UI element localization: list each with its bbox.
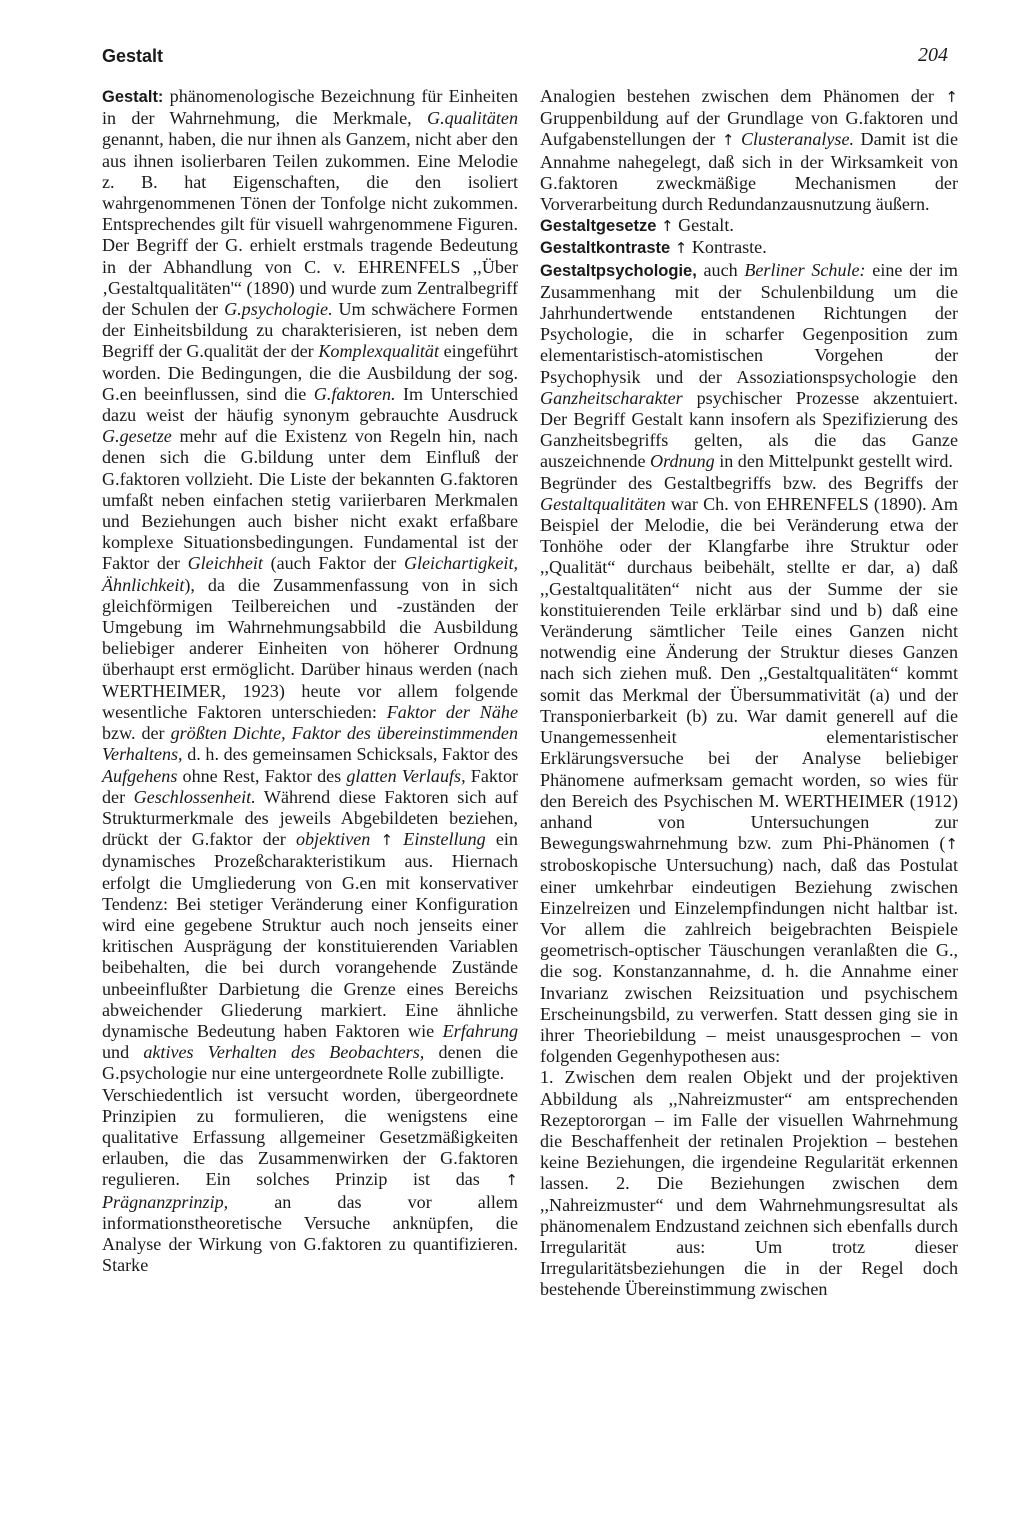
entry-gestaltpsychologie xyxy=(540,260,958,473)
text: eine der im Zusammenhang mit der Schulenbildung um die Jahrhundertwende entstandenen Richtungen der Psychologie, die in scharfer Gegenposition zum elementaristisch-atomistischen Vorgehen der Psychophysik und der Assoziationspsychologie den xyxy=(540,259,959,387)
term: Geschlossenheit. xyxy=(133,786,256,807)
term: objektiven xyxy=(295,829,371,850)
term: Ordnung xyxy=(650,451,715,472)
text: Im Unterschied dazu weist der häufig synonym gebrauchte Ausdruck xyxy=(102,383,518,426)
lemma: Gestaltpsychologie, xyxy=(540,261,697,280)
cross-reference-arrow-icon: ↑ xyxy=(505,1171,518,1190)
term: Gestaltqualitäten xyxy=(540,493,666,514)
left-column xyxy=(102,86,518,1276)
lemma: Gestalt: xyxy=(102,88,164,106)
text: auch xyxy=(696,259,745,280)
text: ohne Rest, Faktor des xyxy=(177,765,347,786)
lemma: Gestaltkontraste xyxy=(540,239,671,258)
text: mehr auf die Existenz von Regeln hin, nach denen sich die G.bildung unter dem Einfluß der G.faktoren vollzieht. Die Liste der bekannten G.faktoren umfaßt neben einfachen stetig variierbaren Merkmalen und Beziehungen auch bisher nicht exakt erfaßbare komplexe Situationsbedingungen. Fundamental ist der Faktor der xyxy=(102,426,518,574)
term: Erfahrung xyxy=(442,1020,518,1041)
term: größten Dichte, Faktor des übereinstimmenden Verhaltens, xyxy=(102,723,518,765)
term: G.psychologie. xyxy=(224,299,333,320)
text: denen die G.psychologie nur eine untergeordnete Rolle zubilligte. xyxy=(102,1042,518,1084)
paragraph xyxy=(540,86,958,215)
term: Berliner Schule: xyxy=(744,259,866,280)
term: Prägnanzprinzip, xyxy=(102,1191,229,1212)
entry-gestaltgesetze xyxy=(540,215,958,237)
term: G.qualitäten xyxy=(427,108,518,129)
text: ein dynamisches Prozeßcharakteristikum aus. Hiernach erfolgt die Umgliederung von G.en mit konservativer Tendenz: Bei stetiger Veränderung einer Konfiguration wird eine gegebene Struktur auch noch jenseits einer kritischen Ausprägung der konstituierenden Variablen beibehalten, die bei durch vorangehende Zustände unbeeinflußter Darbietung die Grenze eines Bereichs abweichender Gliederung markiert. Eine ähnliche dynamische Bedeutung haben Faktoren wie xyxy=(102,829,518,1041)
paragraph xyxy=(102,1085,518,1277)
text: d. h. des gemeinsamen Schicksals, Faktor des xyxy=(182,744,518,765)
term: Aufgehens xyxy=(102,765,178,786)
lemma: Gestaltgesetze xyxy=(540,217,657,236)
text: Kontraste. xyxy=(687,237,767,258)
text: Gruppenbildung auf der Grundlage von G.faktoren und Aufgabenstellungen der xyxy=(540,108,958,150)
term: Einstellung xyxy=(403,829,486,850)
cross-reference-arrow-icon: ↑ xyxy=(661,217,674,236)
term: Komplexqualität xyxy=(318,341,439,362)
cross-reference-arrow-icon: ↑ xyxy=(721,131,735,150)
term: G.gesetze xyxy=(102,426,172,447)
text: und xyxy=(102,1042,144,1063)
text: ), da die Zusammenfassung von in sich gleichförmigen Teilbereichen und -zuständen der Umgebung im Wahrnehmungsabbild die Ausbildung beliebiger anderer Einheiten von höherer Ordnung überhaupt erst ermöglicht. Darüber hinaus werden (nach WERTHEIMER, 1923) heute vor allem folgende wesentliche Faktoren unterschieden: xyxy=(102,574,518,722)
text: Damit ist die Annahme nahegelegt, daß sich in der Wirksamkeit von G.faktoren zweckmäßige Mechanismen der Vorverarbeitung durch Redundanzausnutzung äußern. xyxy=(540,129,958,215)
text: an das vor allem informationstheoretische Versuche anknüpfen, die Analyse der Wirkung von G.faktoren zu quantifizieren. Starke xyxy=(102,1191,518,1276)
entry-gestaltkontraste xyxy=(540,237,958,259)
text: Um schwächere Formen der Einheitsbildung zu charakterisieren, ist neben dem Begriff der G.qualität der der xyxy=(102,299,518,362)
text: eingeführt worden. Die Bedingungen, die die Ausbildung der sog. G.en beeinflussen, sind die xyxy=(102,341,518,404)
text: phänomenologische Bezeichnung für Einheiten in der Wahrnehmung, die Merkmale, xyxy=(102,86,518,129)
paragraph xyxy=(540,473,958,1068)
cross-reference-arrow-icon: ↑ xyxy=(945,88,958,106)
term: aktives Verhalten des Beobachters, xyxy=(143,1042,425,1063)
running-head: Gestalt xyxy=(102,46,164,66)
term: Clusteranalyse. xyxy=(740,129,855,150)
text: genannt, haben, die nur ihnen als Ganzem, nicht aber den aus ihnen isolierbaren Teilen zukommen. Eine Melodie z. B. hat Eigenschaften, die den isoliert wahrgenommenen Tönen der Tonfolge nicht zukommen. Entsprechendes gilt für visuell wahrgenommene Figuren. Der Begriff der G. erhielt erstmals tragende Bedeutung in der Abhandlung von C. v. EHRENFELS ,,Über ‚Gestaltqualitäten'“ (1890) und wurde zum Zentralbegriff der Schulen der xyxy=(102,129,518,320)
cross-reference-arrow-icon: ↑ xyxy=(380,831,394,850)
term: G.faktoren. xyxy=(313,383,396,404)
text: stroboskopische Untersuchung) nach, daß das Postulat einer umkehrbar eindeutigen Beziehung zwischen Einzelreizen und Einzelempfindungen nicht haltbar ist. Vor allem die zahlreich beigebrachten Beispiele geometrisch-optischer Täuschungen veranlaßten die G., die sog. Konstanzannahme, d. h. die Annahme einer Invarianz zwischen Reizsituation und psychischem Erscheinungsbild, zu verwerfen. Statt dessen ging sie in ihrer Theoriebildung – meist unausgesprochen – von folgenden Gegenhypothesen aus: xyxy=(540,855,958,1067)
text: Faktor der xyxy=(102,765,519,807)
term: Gleichheit xyxy=(187,553,263,574)
term: Ganzheitscharakter xyxy=(540,387,683,408)
term: Gleichartigkeit, Ähnlichkeit xyxy=(102,553,518,595)
term: glatten Verlaufs, xyxy=(346,765,466,786)
text: bzw. der xyxy=(102,723,171,744)
text: Analogien bestehen zwischen dem Phänomen der xyxy=(540,86,946,106)
paragraph xyxy=(540,1067,958,1300)
text: (auch Faktor der xyxy=(262,553,404,574)
term: Faktor der Nähe xyxy=(386,701,518,722)
text: 1. Zwischen dem realen Objekt und der projektiven Abbildung als ,,Nahreizmuster“ am entsprechenden Rezeptororgan – im Falle der visuellen Wahrnehmung die Beschaffenheit der retinalen Projektion – bestehen keine Beziehungen, die irgendeine Regularität erkennen lassen. 2. Die Beziehungen zwischen dem ,,Nahreizmuster“ und dem Wahrnehmungsresultat als phänomenalem Endzustand zeichnen sich ebenfalls durch Irregularität aus: Um trotz dieser Irregularitätsbeziehungen die in der Regel doch bestehende Übereinstimmung zwischen xyxy=(540,1067,958,1300)
text: Verschiedentlich ist versucht worden, übergeordnete Prinzipien zu formulieren, die wenigstens eine qualitative Erfassung allgemeiner Gesetzmäßigkeiten erlauben, die das Zusammenwirken der G.faktoren regulieren. Ein solches Prinzip ist das xyxy=(102,1084,518,1190)
page-number: 204 xyxy=(918,44,948,66)
text: Begründer des Gestaltbegriffs bzw. des Begriffs der xyxy=(540,472,958,493)
text: war Ch. von EHRENFELS (1890). Am Beispiel der Melodie, die bei Veränderung etwa der Tonhöhe oder der Klangfarbe ihre Struktur oder ,,Qualität“ durchaus beibehält, stellte er dar, a) daß ,,Gestaltqualitäten“ nicht aus der Summe der sie konstituierenden Teile erklärbar sind und b) daß eine Veränderung sämtlicher Teile eines Ganzen nicht notwendig eine Änderung der Struktur dieses Ganzen nach sich ziehen muß. Den ,,Gestaltqualitäten“ kommt somit das Merkmal der Übersummativität (a) und der Transponierbarkeit (b) zu. War damit generell auf die Unangemessenheit elementaristischer Erklärungsversuche bei der Analyse beliebiger Phänomene aufmerksam gemacht worden, so wies für den Bereich des Psychischen M. WERTHEIMER (1912) anhand von Untersuchungen zur Bewegungswahrnehmung bzw. zum Phi-Phänomen ( xyxy=(540,493,958,854)
text: Während diese Faktoren sich auf Strukturmerkmale des jeweils Abgebildeten beziehen, drückt der G.faktor der xyxy=(102,786,518,850)
text: in den Mittelpunkt gestellt wird. xyxy=(714,451,953,472)
text: Gestalt. xyxy=(673,215,734,236)
entry-gestalt xyxy=(102,86,518,1085)
text: psychischer Prozesse akzentuiert. Der Begriff Gestalt kann insofern als Spezifizierung des Ganzheitsbegriffs gelten, als die das Ganze auszeichnende xyxy=(540,387,958,472)
cross-reference-arrow-icon: ↑ xyxy=(945,835,958,854)
cross-reference-arrow-icon: ↑ xyxy=(674,239,688,258)
right-column xyxy=(540,86,958,1301)
